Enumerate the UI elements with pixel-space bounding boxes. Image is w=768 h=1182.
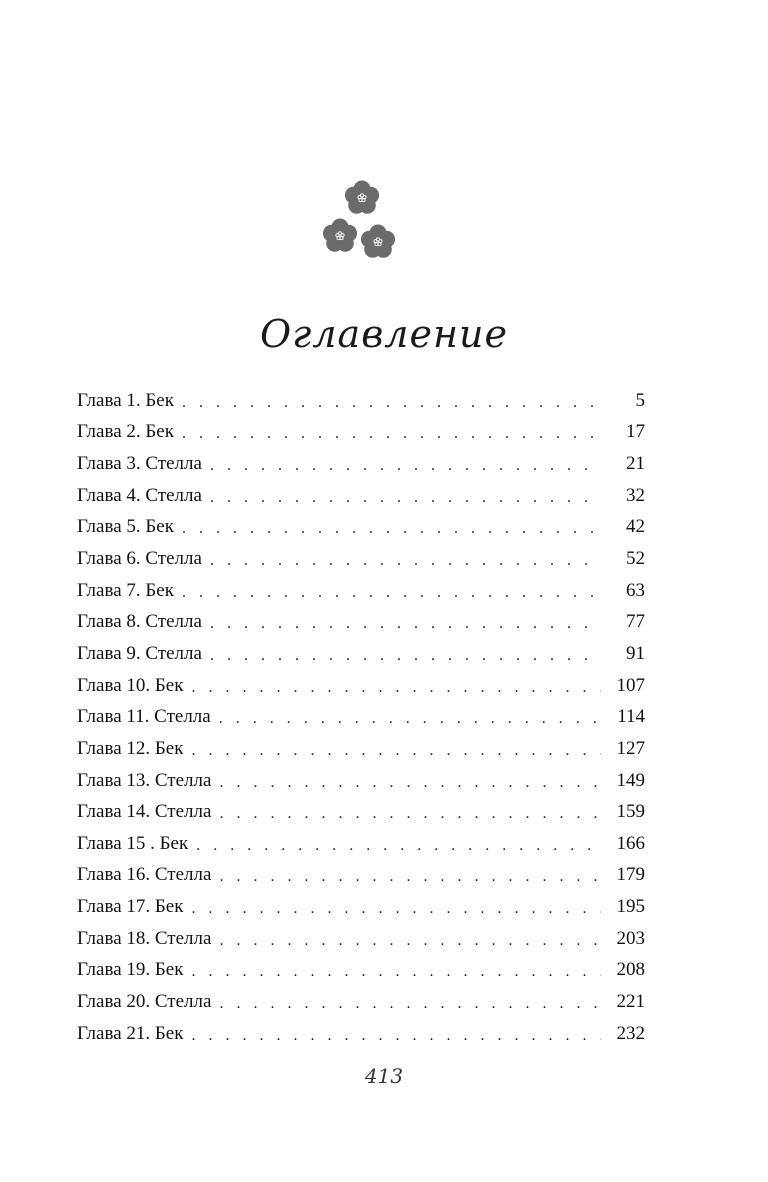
chapter-title: Глава 20. Стелла: [77, 990, 212, 1012]
dot-leader: [182, 425, 601, 443]
dot-leader: [210, 457, 601, 475]
chapter-title: Глава 16. Стелла: [77, 864, 212, 886]
dot-leader: [210, 552, 601, 570]
chapter-page-number: 52: [626, 548, 645, 570]
toc-entry: [77, 385, 645, 417]
chapter-page-number: 32: [626, 484, 645, 506]
three-flowers-icon: [316, 174, 406, 268]
toc-entry: [77, 417, 645, 449]
chapter-title: Глава 9. Стелла: [77, 642, 202, 664]
chapter-page-number: 159: [616, 801, 645, 823]
chapter-page-number: 42: [626, 516, 645, 538]
chapter-title: Глава 6. Стелла: [77, 548, 202, 570]
chapter-title: Глава 5. Бек: [77, 516, 174, 538]
toc-entry: [77, 828, 645, 860]
chapter-page-number: 166: [616, 832, 645, 854]
toc-entry: [77, 543, 645, 575]
toc-entry: [77, 701, 645, 733]
chapter-page-number: 91: [626, 642, 645, 664]
dot-leader: [191, 963, 601, 981]
chapter-page-number: 208: [616, 959, 645, 981]
chapter-title: Глава 14. Стелла: [77, 801, 212, 823]
chapter-title: Глава 21. Бек: [77, 1022, 184, 1044]
toc-entry: [77, 891, 645, 923]
dot-leader: [191, 1027, 601, 1045]
chapter-title: Глава 3. Стелла: [77, 453, 202, 475]
toc-entry: [77, 955, 645, 987]
chapter-page-number: 63: [626, 579, 645, 601]
chapter-title: Глава 2. Бек: [77, 421, 174, 443]
chapter-title: Глава 17. Бек: [77, 896, 184, 918]
dot-leader: [196, 837, 601, 855]
dot-leader: [219, 932, 601, 950]
toc-entry: [77, 575, 645, 607]
dot-leader: [210, 647, 601, 665]
chapter-page-number: 195: [616, 896, 645, 918]
toc-entry: [77, 860, 645, 892]
toc-entry: [77, 733, 645, 765]
chapter-page-number: 127: [616, 737, 645, 759]
chapter-page-number: 5: [635, 389, 645, 411]
toc-list: [77, 385, 645, 1049]
chapter-title: Глава 4. Стелла: [77, 484, 202, 506]
toc-entry: [77, 670, 645, 702]
toc-entry: [77, 923, 645, 955]
chapter-page-number: 203: [616, 927, 645, 949]
dot-leader: [219, 995, 601, 1013]
chapter-title: Глава 10. Бек: [77, 674, 184, 696]
dot-leader: [219, 805, 601, 823]
page-number: 413: [364, 1064, 404, 1088]
dot-leader: [191, 679, 601, 697]
chapter-title: Глава 11. Стелла: [77, 706, 211, 728]
dot-leader: [191, 742, 601, 760]
dot-leader: [219, 710, 601, 728]
chapter-title: Глава 18. Стелла: [77, 927, 212, 949]
dot-leader: [191, 900, 601, 918]
chapter-page-number: 107: [616, 674, 645, 696]
toc-entry: [77, 480, 645, 512]
toc-entry: [77, 765, 645, 797]
chapter-page-number: 221: [616, 990, 645, 1012]
dot-leader: [219, 868, 601, 886]
chapter-page-number: 17: [626, 421, 645, 443]
toc-entry: [77, 512, 645, 544]
dot-leader: [182, 394, 601, 412]
chapter-title: Глава 19. Бек: [77, 959, 184, 981]
toc-entry: [77, 796, 645, 828]
toc-title: Оглавление: [259, 312, 508, 356]
chapter-page-number: 179: [616, 864, 645, 886]
toc-entry: [77, 638, 645, 670]
dot-leader: [210, 615, 601, 633]
dot-leader: [219, 774, 601, 792]
chapter-title: Глава 12. Бек: [77, 737, 184, 759]
toc-entry: [77, 606, 645, 638]
chapter-page-number: 149: [616, 769, 645, 791]
dot-leader: [182, 520, 601, 538]
chapter-page-number: 114: [617, 706, 645, 728]
chapter-page-number: 21: [626, 453, 645, 475]
chapter-page-number: 77: [626, 611, 645, 633]
chapter-title: Глава 15 . Бек: [77, 832, 189, 854]
chapter-page-number: 232: [616, 1022, 645, 1044]
dot-leader: [210, 489, 601, 507]
chapter-title: Глава 1. Бек: [77, 389, 174, 411]
toc-entry: [77, 1018, 645, 1050]
dot-leader: [182, 584, 601, 602]
chapter-title: Глава 8. Стелла: [77, 611, 202, 633]
toc-entry: [77, 448, 645, 480]
chapter-title: Глава 7. Бек: [77, 579, 174, 601]
chapter-title: Глава 13. Стелла: [77, 769, 212, 791]
toc-entry: [77, 986, 645, 1018]
